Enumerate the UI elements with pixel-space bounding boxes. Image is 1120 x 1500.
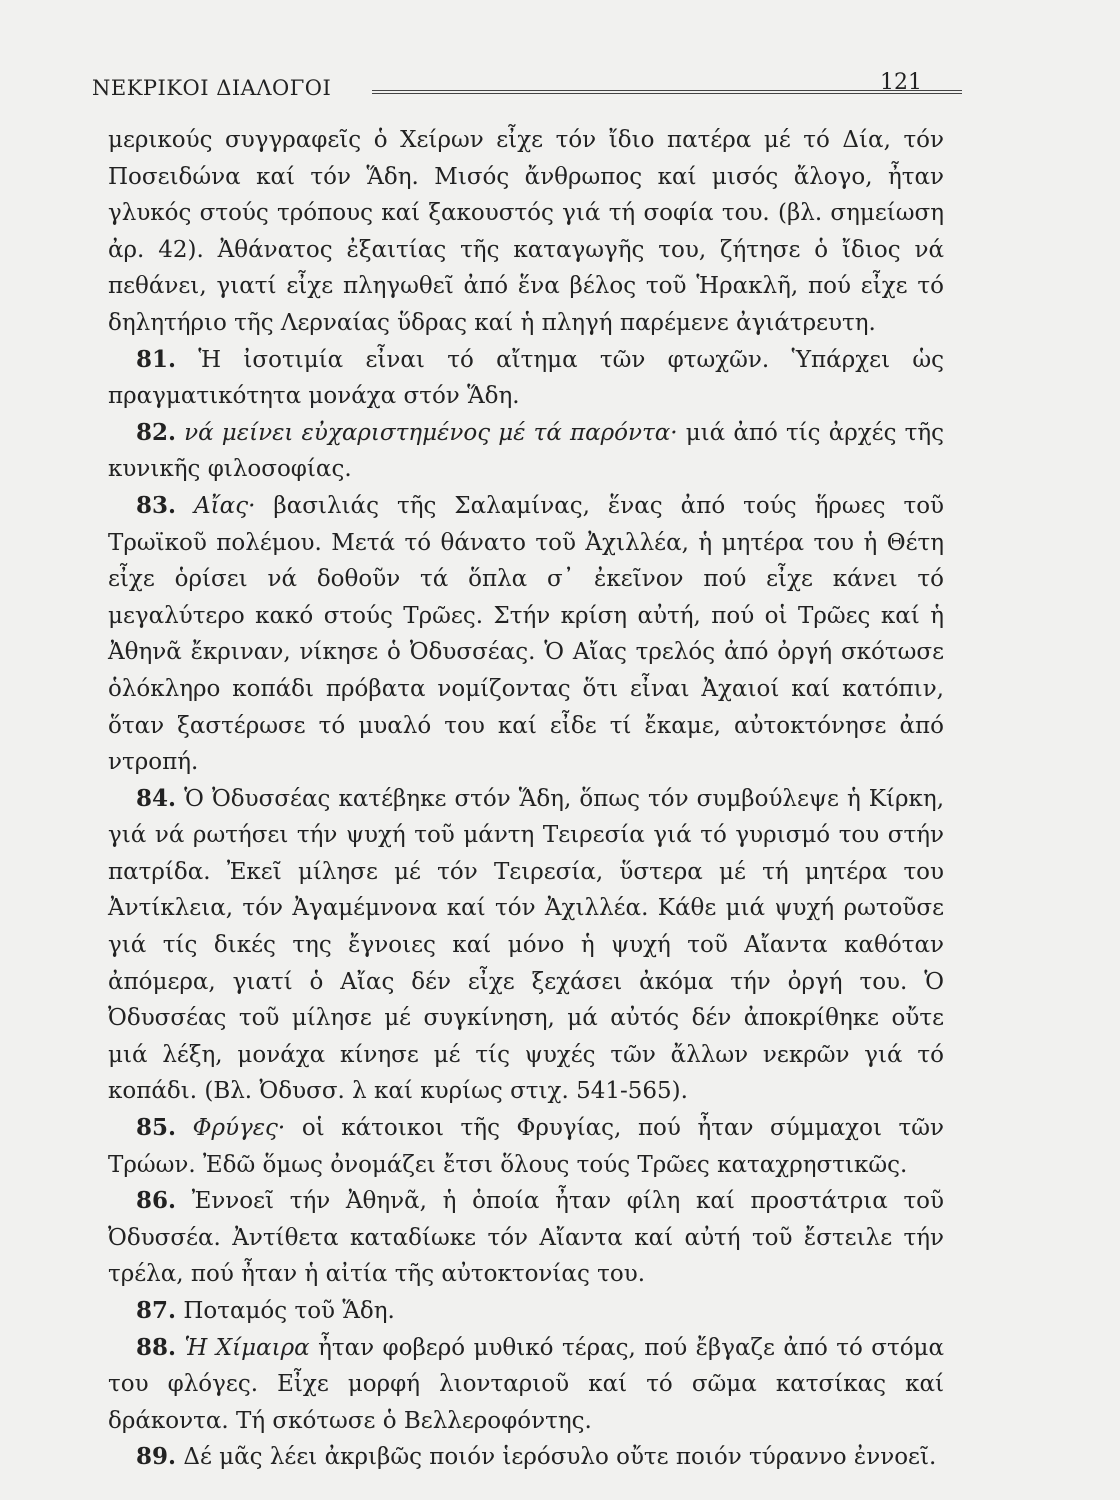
note-number: 83. <box>136 491 177 519</box>
note-number: 84. <box>136 784 177 812</box>
note-83 <box>108 488 944 781</box>
note-text: οἱ κάτοικοι τῆς Φρυγίας, πού ἦταν σύμμαχοι τῶν Τρώων. Ἐδῶ ὅμως ὀνομάζει ἔτσι ὅλους τούς Τρῶες καταχρηστικῶς. <box>108 1115 944 1178</box>
note-81 <box>108 342 944 415</box>
running-title: ΝΕΚΡΙΚΟΙ ΔΙΑΛΟΓΟΙ <box>92 76 332 100</box>
note-lemma: Φρύγες· <box>192 1115 286 1142</box>
note-86 <box>108 1183 944 1293</box>
note-text: Ἐννοεῖ τήν Ἀθηνᾶ, ἡ ὁποία ἦταν φίλη καί προστάτρια τοῦ Ὀδυσσέα. Ἀντίθετα καταδίωκε τόν Αἴαντα καί αὐτή τοῦ ἔστειλε τήν τρέλα, πού ἦταν ἡ αἰτία τῆς αὐτοκτονίας του. <box>108 1188 945 1288</box>
note-text: Ποταμός τοῦ Ἅδη. <box>183 1298 395 1324</box>
page-number: 121 <box>880 70 922 95</box>
note-number: 88. <box>136 1333 177 1361</box>
note-number: 81. <box>136 345 177 373</box>
note-85 <box>108 1110 944 1183</box>
note-82 <box>108 415 944 488</box>
note-text: μιά ἀπό τίς ἀρχές τῆς κυνικῆς φιλοσοφίας. <box>108 419 944 483</box>
note-lemma: Ἡ Χίμαιρα <box>184 1334 310 1361</box>
note-lemma: Αἴας· <box>194 492 256 519</box>
note-text: Ἡ ἰσοτιμία εἶναι τό αἴτημα τῶν φτωχῶν. Ὑπάρχει ὡς πραγματικότητα μονάχα στόν Ἅδη. <box>108 346 944 410</box>
note-87 <box>108 1293 944 1330</box>
note-text: βασιλιάς τῆς Σαλαμίνας, ἕνας ἀπό τούς ἥρωες τοῦ Τρωϊκοῦ πολέμου. Μετά τό θάνατο τοῦ Ἀχιλλέα, ἡ μητέρα του ἡ Θέτη εἶχε ὁρίσει νά δοθοῦν τά ὅπλα σ᾿ ἐκεῖνον πού εἶχε κάνει τό μεγαλύτερο κακό στούς Τρῶες. Στήν κρίση αὐτή, πού οἱ Τρῶες καί ἡ Ἀθηνᾶ ἔκριναν, νίκησε ὁ Ὀδυσσέας. Ὁ Αἴας τρελός ἀπό ὀργή σκότωσε ὁλόκληρο κοπάδι πρόβατα νομίζοντας ὅτι εἶναι Ἀχαιοί καί κατόπιν, ὅταν ξαστέρωσε τό μυαλό του καί εἶδε τί ἔκαμε, αὐτοκτόνησε ἀπό ντροπή. <box>108 492 945 776</box>
header-rule <box>372 90 962 94</box>
notes-body <box>108 122 944 1476</box>
note-continuation <box>108 122 944 342</box>
note-number: 82. <box>136 418 177 446</box>
note-text: Δέ μᾶς λέει ἀκριβῶς ποιόν ἱερόσυλο οὔτε ποιόν τύραννο ἐννοεῖ. <box>183 1444 937 1471</box>
note-text: μερικούς συγγραφεῖς ὁ Χείρων εἶχε τόν ἴδιο πατέρα μέ τό Δία, τόν Ποσειδώνα καί τόν Ἅδη. Μισός ἄνθρωπος καί μισός ἄλογο, ἦταν γλυκός στούς τρόπους καί ξακουστός γιά τή σοφία του. (βλ. σημείωση ἀρ. 42). Ἀθάνατος ἐξαιτίας τῆς καταγωγῆς του, ζήτησε ὁ ἴδιος νά πεθάνει, γιατί εἶχε πληγωθεῖ ἀπό ἕνα βέλος τοῦ Ἡρακλῆ, πού εἶχε τό δηλητήριο τῆς Λερναίας ὕδρας καί ἡ πληγή παρέμενε ἀγιάτρευτη. <box>108 127 944 336</box>
note-number: 87. <box>136 1297 177 1324</box>
note-88 <box>108 1330 944 1440</box>
note-number: 86. <box>136 1187 177 1215</box>
note-number: 89. <box>136 1443 177 1471</box>
page-header <box>92 64 922 104</box>
note-84 <box>108 781 944 1110</box>
note-text: ἦταν φοβερό μυθικό τέρας, πού ἔβγαζε ἀπό τό στόμα του φλόγες. Εἶχε μορφή λιονταριοῦ καί τό σῶμα κατσίκας καί δράκοντα. Τή σκότωσε ὁ Βελλεροφόντης. <box>108 1334 945 1434</box>
note-number: 85. <box>136 1114 177 1142</box>
note-text: Ὁ Ὀδυσσέας κατέβηκε στόν Ἅδη, ὅπως τόν συμβούλεψε ἡ Κίρκη, γιά νά ρωτήσει τήν ψυχή τοῦ μάντη Τειρεσία γιά τό γυρισμό του στήν πατρίδα. Ἐκεῖ μίλησε μέ τόν Τειρεσία, ὕστερα μέ τή μητέρα του Ἀντίκλεια, τόν Ἀγαμέμνονα καί τόν Ἀχιλλέα. Κάθε μιά ψυχή ρωτοῦσε γιά τίς δικές της ἔγνοιες καί μόνο ἡ ψυχή τοῦ Αἴαντα καθόταν ἀπόμερα, γιατί ὁ Αἴας δέν εἶχε ξεχάσει ἀκόμα τήν ὀργή του. Ὁ Ὀδυσσέας τοῦ μίλησε μέ συγκίνηση, μά αὐτός δέν ἀποκρίθηκε οὔτε μιά λέξη, μονάχα κίνησε μέ τίς ψυχές τῶν ἄλλων νεκρῶν γιά τό κοπάδι. (Βλ. Ὀδυσσ. λ καί κυρίως στιχ. 541-565). <box>108 785 945 1105</box>
note-lemma: νά μείνει εὐχαριστημένος μέ τά παρόντα· <box>184 419 678 446</box>
note-89 <box>108 1439 944 1476</box>
